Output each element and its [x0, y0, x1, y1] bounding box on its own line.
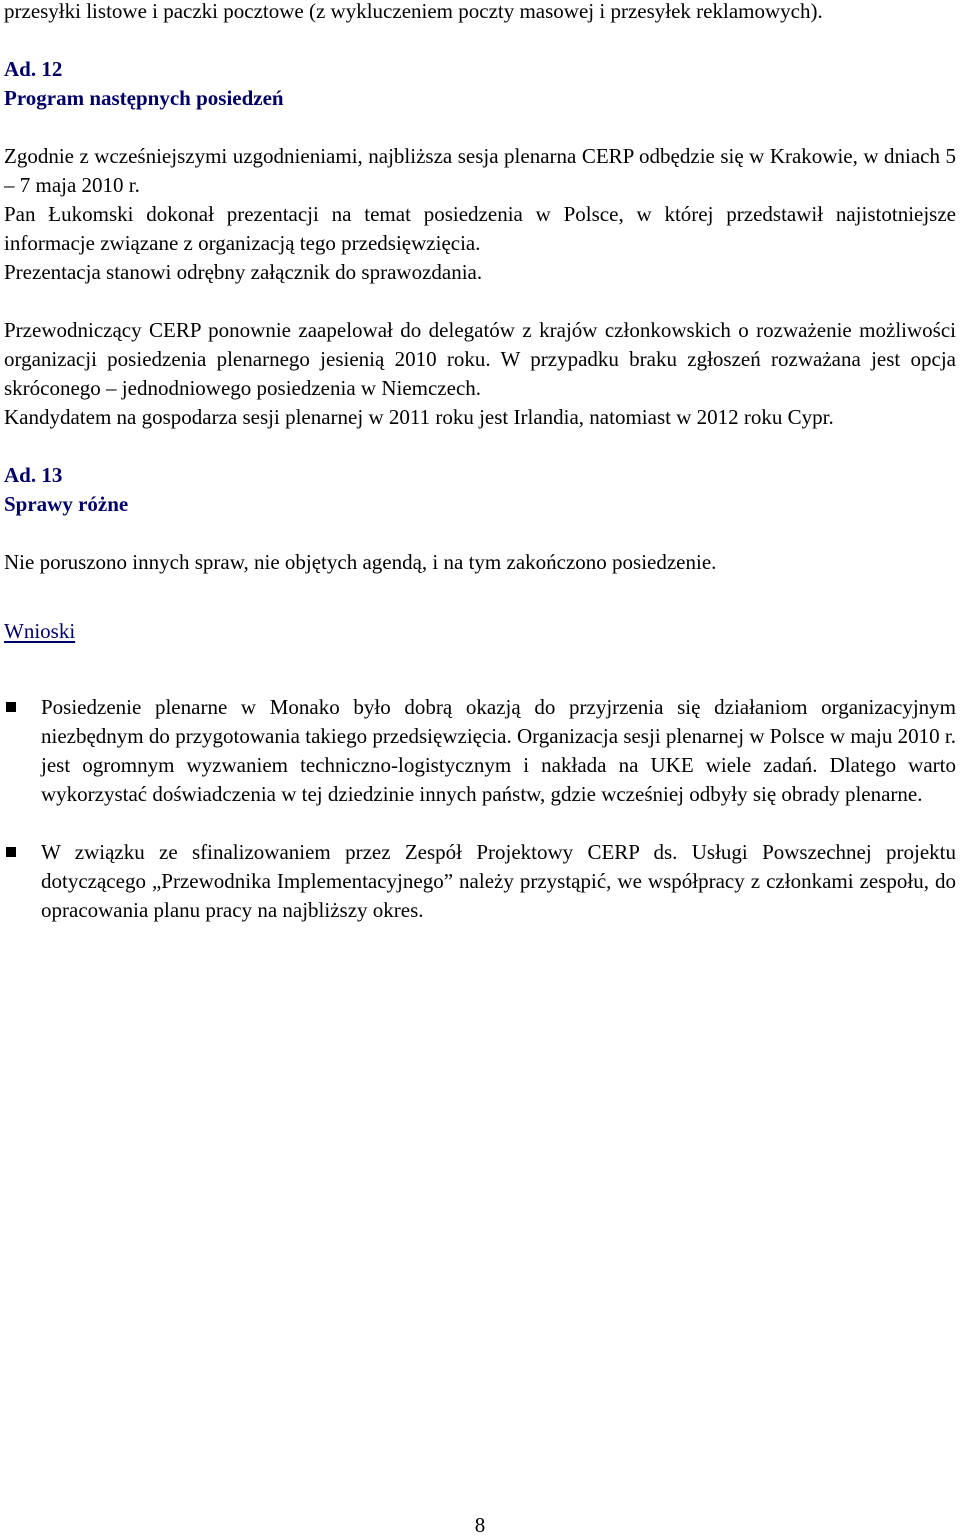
section-13-paragraph-1: Nie poruszono innych spraw, nie objętych agendą, i na tym zakończono posiedzenie.	[4, 550, 717, 574]
section-13-number: Ad. 13	[4, 463, 63, 487]
section-12-paragraph-3: Prezentacja stanowi odrębny załącznik do sprawozdania.	[4, 260, 483, 284]
section-12-number: Ad. 12	[4, 57, 63, 81]
section-13-title: Sprawy różne	[4, 492, 129, 516]
intro-continuation: przesyłki listowe i paczki pocztowe (z wykluczeniem poczty masowej i przesyłek reklamowych).	[4, 0, 823, 23]
section-12-paragraph-4: Przewodniczący CERP ponownie zaapelował do delegatów z krajów członkowskich o rozważenie możliwości organizacji posiedzenia plenarnego jesienią 2010 roku. W przypadku braku zgłoszeń rozważana jest opcja skróconego – jednodniowego posiedzenia w Niemczech.	[4, 318, 956, 400]
square-bullet-icon	[6, 847, 16, 857]
page-number: 8	[474, 1513, 486, 1537]
section-12-paragraph-1: Zgodnie z wcześniejszymi uzgodnieniami, najbliższa sesja plenarna CERP odbędzie się w Krakowie, w dniach 5 – 7 maja 2010 r.	[4, 144, 956, 197]
section-12-paragraph-2: Pan Łukomski dokonał prezentacji na temat posiedzenia w Polsce, w której przedstawił najistotniejsze informacje związane z organizacją tego przedsięwzięcia.	[4, 202, 956, 255]
conclusions-list	[4, 693, 956, 925]
square-bullet-icon	[6, 702, 16, 712]
conclusion-item-1	[4, 693, 956, 809]
document-page	[4, 0, 956, 925]
conclusion-text-2: W związku ze sfinalizowaniem przez Zespół Projektowy CERP ds. Usługi Powszechnej projektu dotyczącego „Przewodnika Implementacyjnego” należy przystąpić, we współpracy z członkami zespołu, do opracowania planu pracy na najbliższy okres.	[41, 840, 956, 922]
conclusion-item-2	[4, 838, 956, 925]
conclusions-title: Wnioski	[4, 619, 76, 643]
section-12-title: Program następnych posiedzeń	[4, 86, 284, 110]
section-12-paragraph-5: Kandydatem na gospodarza sesji plenarnej w 2011 roku jest Irlandia, natomiast w 2012 roku Cypr.	[4, 405, 834, 429]
conclusion-text-1: Posiedzenie plenarne w Monako było dobrą okazją do przyjrzenia się działaniom organizacyjnym niezbędnym do przygotowania takiego przedsięwzięcia. Organizacja sesji plenarnej w Polsce w maju 2010 r. jest ogromnym wyzwaniem techniczno-logistycznym i nakłada na UKE wiele zadań. Dlatego warto wykorzystać doświadczenia w tej dziedzinie innych państw, gdzie wcześniej odbyły się obrady plenarne.	[41, 695, 956, 806]
